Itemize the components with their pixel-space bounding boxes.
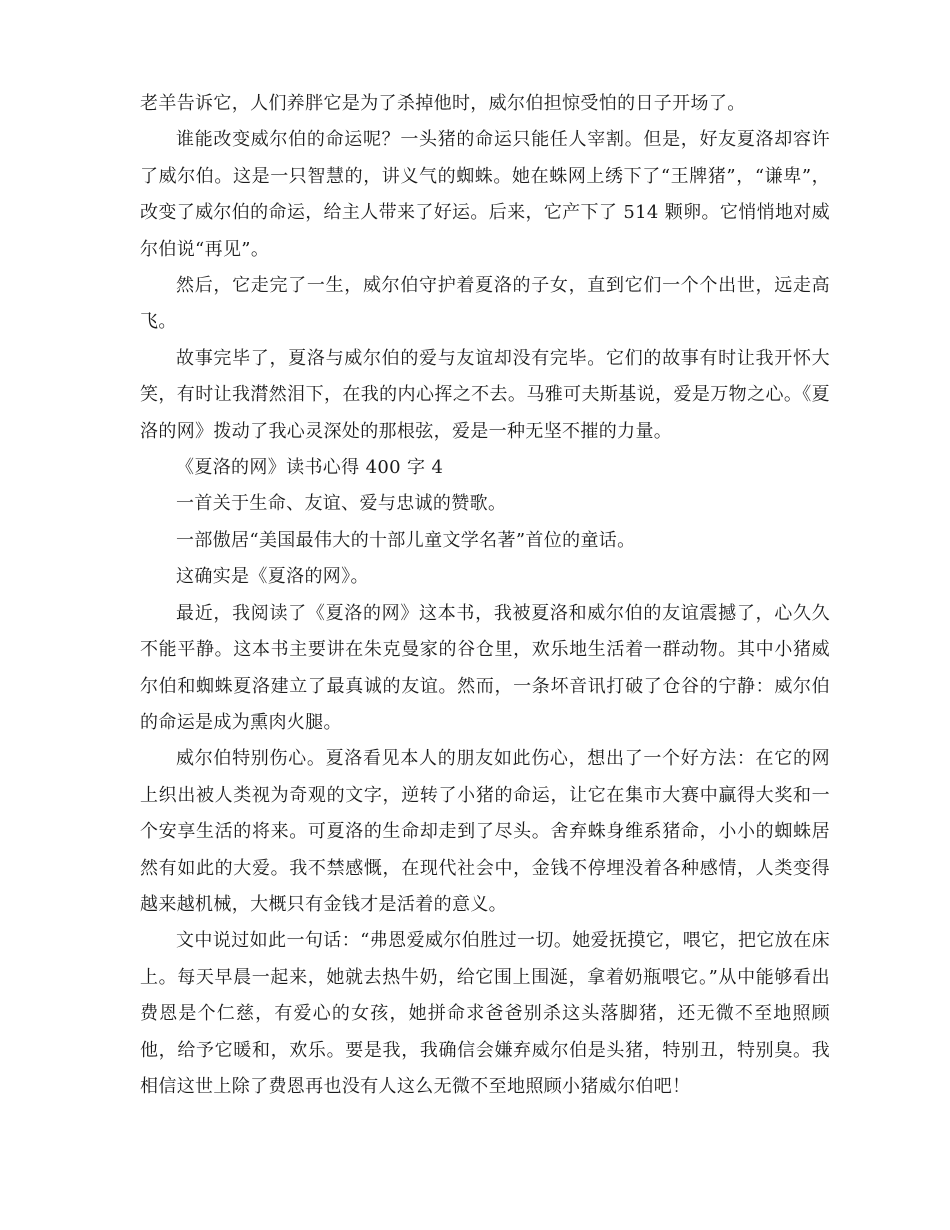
- paragraph-9: 最近，我阅读了《夏洛的网》这本书，我被夏洛和威尔伯的友谊震撼了，心久久不能平静。这本书主要讲在朱克曼家的谷仓里，欢乐地生活着一群动物。其中小猪威尔伯和蜘蛛夏洛建立了最真诚的友谊。然而，一条坏音讯打破了仓谷的宁静：威尔伯的命运是成为熏肉火腿。: [140, 602, 830, 733]
- paragraph-6: 一首关于生命、友谊、爱与忠诚的赞歌。: [176, 493, 507, 515]
- paragraph-1: 老羊告诉它，人们养胖它是为了杀掉他时，威尔伯担惊受怕的日子开场了。: [140, 93, 746, 114]
- paragraph-7: 一部傲居“美国最伟大的十部儿童文学名著”首位的童话。: [176, 529, 636, 551]
- paragraph-3: 然后，它走完了一生，威尔伯守护着夏洛的子女，直到它们一个个出世，远走高飞。: [140, 275, 830, 333]
- paragraph-2: 谁能改变威尔伯的命运呢？一头猪的命运只能任人宰割。但是，好友夏洛却容许了威尔伯。这是一只智慧的，讲义气的蜘蛛。她在蛛网上绣下了“王牌猪”，“谦卑”，改变了威尔伯的命运，给主人带来了好运。后来，它产下了 514 颗卵。它悄悄地对威尔伯说“再见”。: [140, 129, 830, 260]
- paragraph-11: 文中说过如此一句话：“弗恩爱威尔伯胜过一切。她爱抚摸它，喂它，把它放在床上。每天早晨一起来，她就去热牛奶，给它围上围涎，拿着奶瓶喂它。”从中能够看出费恩是个仁慈，有爱心的女孩，她拼命求爸爸别杀这头落脚猪，还无微不至地照顾他，给予它暖和，欢乐。要是我，我确信会嫌弃威尔伯是头猪，特别丑，特别臭。我相信这世上除了费恩再也没有人这么无微不至地照顾小猪威尔伯吧！: [140, 930, 830, 1097]
- section-heading: 《夏洛的网》读书心得 400 字 4: [176, 457, 444, 479]
- paragraph-10: 威尔伯特别伤心。夏洛看见本人的朋友如此伤心，想出了一个好方法：在它的网上织出被人类视为奇观的文字，逆转了小猪的命运，让它在集市大赛中赢得大奖和一个安享生活的将来。可夏洛的生命却走到了尽头。舍弃蛛身维系猪命，小小的蜘蛛居然有如此的大爱。我不禁感慨，在现代社会中，金钱不停埋没着各种感情，人类变得越来越机械，大概只有金钱才是活着的意义。: [140, 748, 830, 915]
- paragraph-4: 故事完毕了，夏洛与威尔伯的爱与友谊却没有完毕。它们的故事有时让我开怀大笑，有时让我潸然泪下，在我的内心挥之不去。马雅可夫斯基说，爱是万物之心。《夏洛的网》拨动了我心灵深处的那根弦，爱是一种无坚不摧的力量。: [140, 347, 830, 442]
- paragraph-8: 这确实是《夏洛的网》。: [176, 566, 369, 588]
